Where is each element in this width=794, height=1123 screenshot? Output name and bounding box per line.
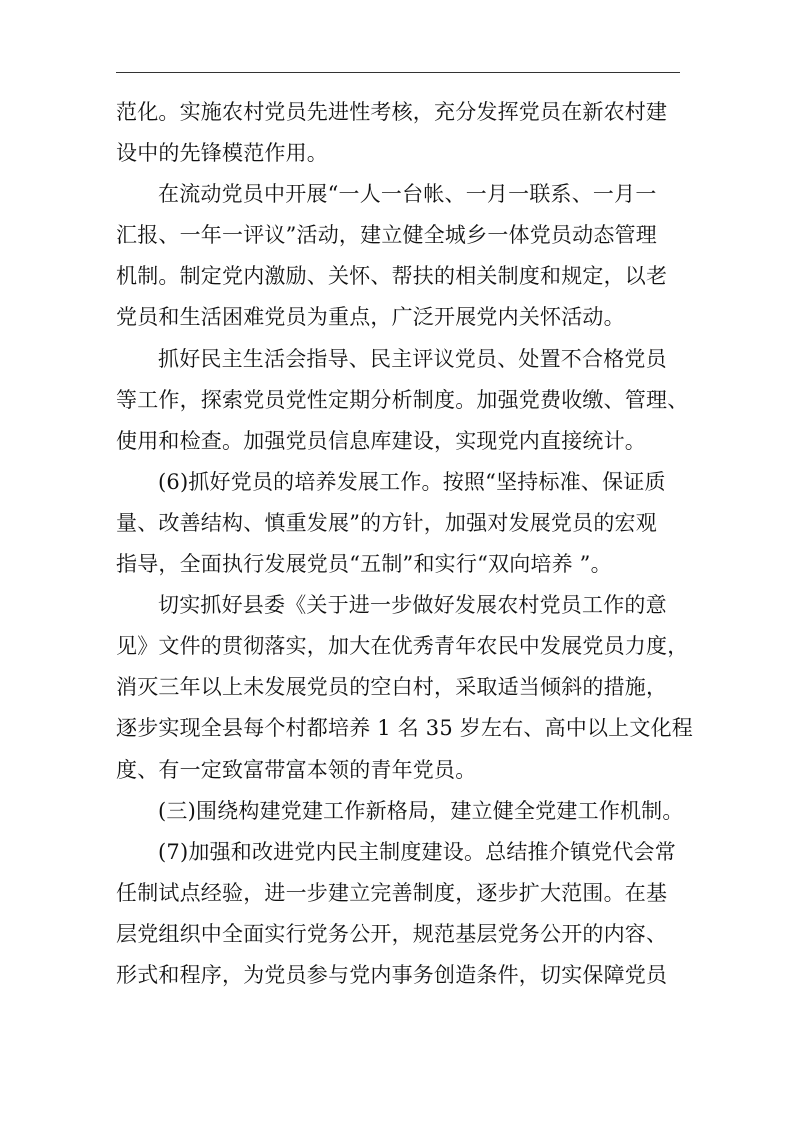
- text-line: 量、改善结构、慎重发展”的方针，加强对发展党员的宏观: [116, 510, 657, 535]
- text-line: 层党组织中全面实行党务公开，规范基层党务公开的内容、: [116, 921, 668, 946]
- text-line: 等工作，探索党员党性定期分析制度。加强党费收缴、管理、: [116, 387, 689, 412]
- text-line: 机制。制定党内激励、关怀、帮扶的相关制度和规定，以老: [116, 264, 668, 289]
- text-line: 消灭三年以上未发展党员的空白村，采取适当倾斜的措施，: [116, 675, 668, 700]
- text-line: 使用和检查。加强党员信息库建设，实现党内直接统计。: [116, 428, 646, 453]
- text-line: 范化。实施农村党员先进性考核，充分发挥党员在新农村建: [116, 100, 668, 124]
- text-line: (6)抓好党员的培养发展工作。按照“坚持标准、保证质: [158, 469, 666, 494]
- text-line: 党员和生活困难党员为重点，广泛开展党内关怀活动。: [116, 305, 625, 330]
- text-line: 形式和程序，为党员参与党内事务创造条件，切实保障党员: [116, 962, 668, 987]
- text-line: 指导，全面执行发展党员“五制”和实行“双向培养 ”。: [116, 552, 612, 577]
- text-line: 设中的先锋模范作用。: [116, 141, 328, 166]
- text-line: 逐步实现全县每个村都培养 1 名 35 岁左右、高中以上文化程: [116, 716, 693, 741]
- text-line: 抓好民主生活会指导、民主评议党员、处置不合格党员: [158, 346, 667, 371]
- body-text: [116, 92, 693, 996]
- text-line: 见》文件的贯彻落实，加大在优秀青年农民中发展党员力度，: [116, 634, 689, 659]
- text-line: 任制试点经验，进一步建立完善制度，逐步扩大范围。在基: [116, 880, 668, 905]
- text-line: 度、有一定致富带富本领的青年党员。: [116, 757, 477, 782]
- text-line: 汇报、一年一评议”活动，建立健全城乡一体党员动态管理: [116, 223, 657, 248]
- header-rule: [116, 72, 680, 73]
- text-line: 在流动党员中开展“一人一台帐、一月一联系、一月一: [158, 182, 657, 207]
- text-line: (7)加强和改进党内民主制度建设。总结推介镇党代会常: [158, 839, 676, 864]
- text-line: (三)围绕构建党建工作新格局，建立健全党建工作机制。: [158, 798, 684, 823]
- text-line: 切实抓好县委《关于进一步做好发展农村党员工作的意: [158, 593, 667, 618]
